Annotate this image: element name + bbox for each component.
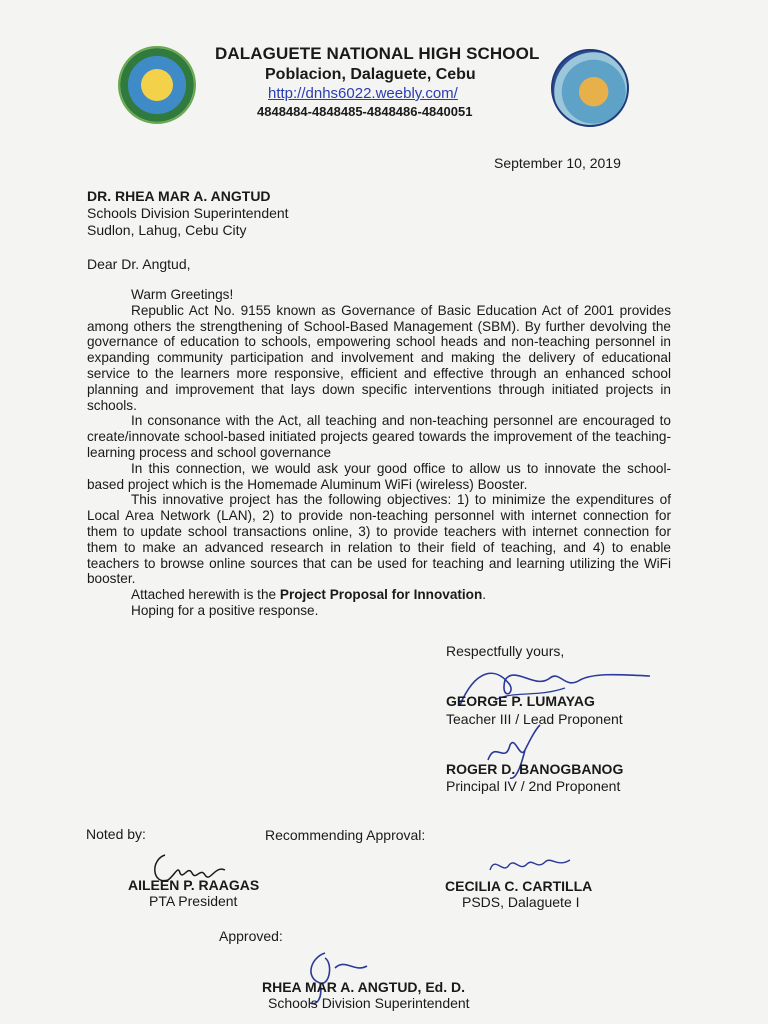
psds-name: CECILIA C. CARTILLA [445, 878, 593, 894]
paragraph-objectives: This innovative project has the following objectives: 1) to minimize the expenditures of Local Area Network (LAN), 2) to provide non-teaching personnel with internet connection for them to update school transactions online, 3) to provide teachers with internet connection for them to make an advanced research in relation to their field of teaching, and 4) to enable teachers to browse online sources that can be used for teaching and learning utilizing the WiFi booster. [87, 492, 671, 587]
recipient-address: Sudlon, Lahug, Cebu City [87, 222, 247, 238]
recommending-approval-label: Recommending Approval: [265, 827, 426, 843]
pta-president-name: AILEEN P. RAAGAS [128, 877, 260, 893]
letter-date: September 10, 2019 [494, 155, 621, 171]
closing: Respectfully yours, [446, 643, 565, 659]
municipal-seal-logo [551, 49, 629, 127]
sds-title: Schools Division Superintendent [268, 995, 470, 1011]
second-proponent-title: Principal IV / 2nd Proponent [446, 778, 621, 794]
school-seal-logo [118, 46, 196, 124]
paragraph-connection: In this connection, we would ask your good office to allow us to innovate the school-based project which is the Homemade Aluminum WiFi (wireless) Booster. [87, 460, 671, 492]
recipient-title: Schools Division Superintendent [87, 205, 289, 221]
school-name: DALAGUETE NATIONAL HIGH SCHOOL [215, 44, 540, 63]
school-phone-numbers: 4848484-4848485-4848486-4840051 [257, 104, 473, 119]
paragraph-republic-act: Republic Act No. 9155 known as Governance of Basic Education Act of 2001 provides among others the strengthening of School-Based Management (SBM). By further devolving the governance of education to schools, empowering school heads and non-teaching personnel in expanding community participation and involvement and making the delivery of educational service to the learners more responsive, efficient and effective through an enhanced school planning and improvement that lays down specific interventions through initiated projects in schools. [87, 302, 671, 413]
lead-proponent-title: Teacher III / Lead Proponent [446, 711, 623, 727]
letter-body [87, 287, 671, 619]
noted-by-label: Noted by: [86, 826, 146, 842]
paragraph-attachment: Attached herewith is the Project Proposal for Innovation. [131, 587, 487, 603]
psds-title: PSDS, Dalaguete I [462, 894, 580, 910]
sds-name: RHEA MAR A. ANGTUD, Ed. D. [262, 979, 465, 995]
paragraph-consonance: In consonance with the Act, all teaching and non-teaching personnel are encouraged to create/innovate school-based initiated projects geared towards the improvement of the teaching-learning process and school governance [87, 413, 671, 460]
school-website-link[interactable]: http://dnhs6022.weebly.com/ [268, 85, 458, 102]
salutation: Dear Dr. Angtud, [87, 256, 191, 272]
lead-proponent-name: GEORGE P. LUMAYAG [446, 693, 595, 709]
approved-label: Approved: [219, 928, 283, 944]
attachment-title: Project Proposal for Innovation [279, 587, 483, 603]
school-address: Poblacion, Dalaguete, Cebu [265, 66, 476, 83]
recipient-name: DR. RHEA MAR A. ANGTUD [87, 188, 271, 204]
signature-cartilla [485, 850, 575, 880]
second-proponent-name: ROGER D. BANOGBANOG [446, 761, 624, 777]
paragraph-hoping: Hoping for a positive response. [131, 602, 319, 618]
pta-president-title: PTA President [149, 893, 238, 909]
paragraph-greeting: Warm Greetings! [131, 287, 234, 302]
